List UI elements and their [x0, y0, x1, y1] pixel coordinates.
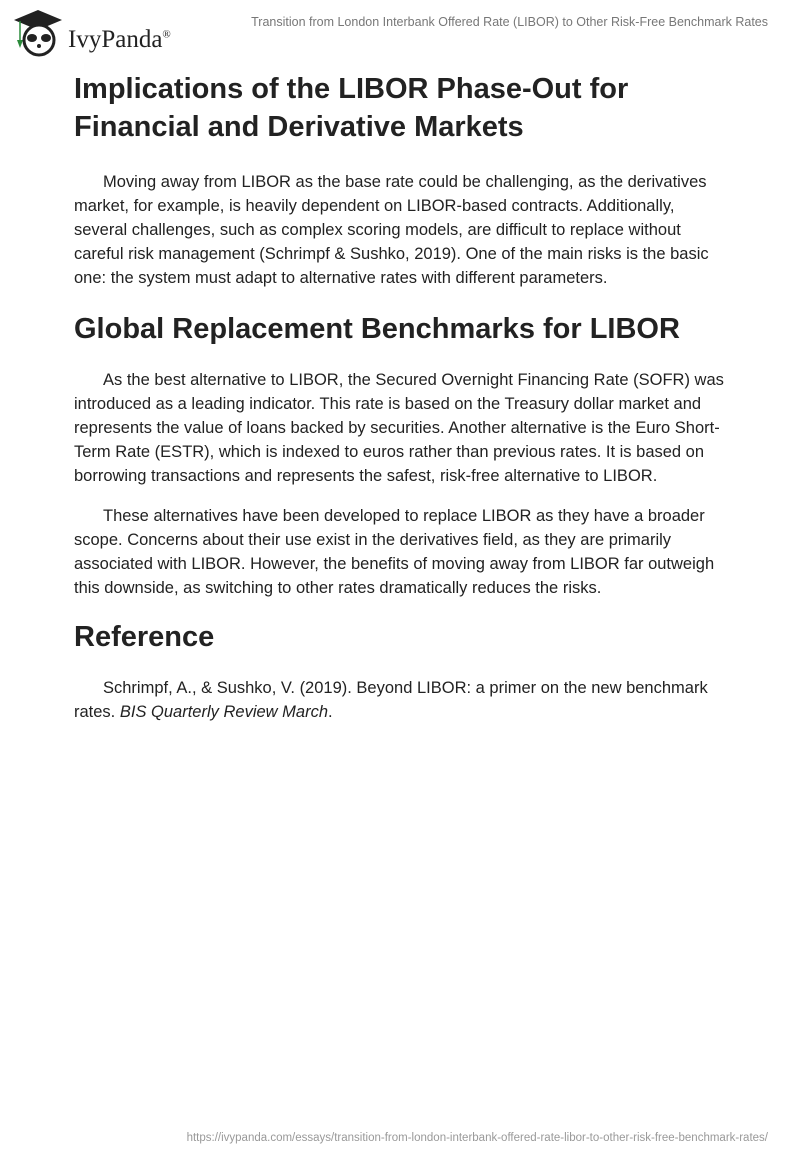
page-header	[0, 0, 800, 60]
journal-title: BIS Quarterly Review March	[119, 703, 329, 721]
section-heading: Implications of the LIBOR Phase-Out for Financial and Derivative Markets	[74, 73, 629, 143]
ivypanda-logo[interactable]	[12, 8, 171, 58]
paragraph: As the best alternative to LIBOR, the Secured Overnight Financing Rate (SOFR) was introduced as a leading indicator. This rate is based on the Treasury dollar market and represents the value of loans backed by securities. Another alternative is the Euro Short-Term Rate (ESTR), which is indexed to euros rather than previous rates. It is based on borrowing transactions and represents the safest, risk-free alternative to LIBOR.	[74, 371, 724, 485]
reference-heading: Reference	[74, 621, 215, 653]
reference-entry: Schrimpf, A., & Sushko, V. (2019). Beyond LIBOR: a primer on the new benchmark rates. BIS Quarterly Review March.	[74, 679, 708, 721]
essay-content	[74, 70, 730, 724]
paragraph: Moving away from LIBOR as the base rate could be challenging, as the derivatives market, for example, is heavily dependent on LIBOR-based contracts. Additionally, several challenges, such as complex scoring models, are difficult to replace without careful risk management (Schrimpf & Sushko, 2019). One of the main risks is the basic one: the system must adapt to alternative rates with different parameters.	[74, 173, 709, 287]
section-heading: Global Replacement Benchmarks for LIBOR	[74, 313, 680, 345]
logo-text: IvyPanda®	[68, 26, 171, 53]
document-title: Transition from London Interbank Offered Rate (LIBOR) to Other Risk-Free Benchmark Rates	[251, 15, 768, 29]
footer-url[interactable]: https://ivypanda.com/essays/transition-from-london-interbank-offered-rate-libor-to-other-risk-free-benchmark-rates/	[186, 1132, 768, 1144]
panda-graduate-icon	[12, 8, 64, 58]
paragraph: These alternatives have been developed to replace LIBOR as they have a broader scope. Concerns about their use exist in the derivatives field, as they are primarily associated with LIBOR. However, the benefits of moving away from LIBOR far outweigh this downside, as switching to other rates dramatically reduces the risks.	[74, 507, 715, 597]
